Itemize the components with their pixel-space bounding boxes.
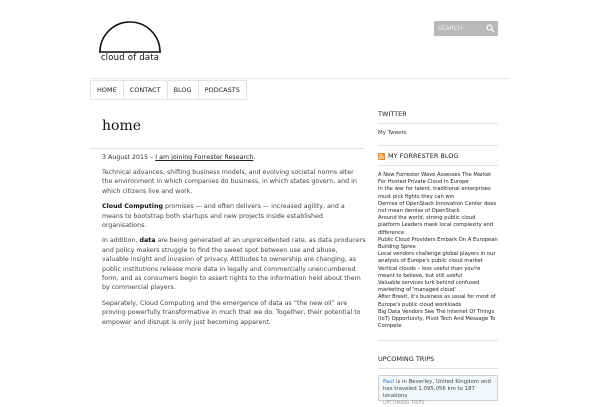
post-link-suffix: . xyxy=(253,154,256,161)
post-link[interactable]: I am joining Forrester Research xyxy=(155,154,254,161)
cloud-logo-icon xyxy=(98,18,162,54)
blog-item[interactable]: Valuable services lurk behind confused marketing of 'managed cloud' xyxy=(378,280,480,294)
blog-item[interactable]: After Brexit, it's business as usual for most of Europe's public cloud workloads xyxy=(378,294,496,308)
search-input[interactable] xyxy=(434,21,484,36)
trip-text: is in Beverley, United Kingdom and has traveled 1,095,056 km to 187 locations xyxy=(383,379,491,400)
site-logo[interactable] xyxy=(98,18,162,66)
data-bold: data xyxy=(139,237,156,245)
sidebar-divider xyxy=(378,145,498,146)
sidebar xyxy=(378,110,498,407)
trip-traveler-link[interactable]: Paul xyxy=(383,379,395,386)
nav-item-contact[interactable]: CONTACT xyxy=(124,81,168,99)
main-content xyxy=(90,106,366,326)
search-box xyxy=(434,21,498,36)
blog-item[interactable]: Local vendors challenge global players in our analysis of Europe's public cloud market xyxy=(378,251,496,265)
blog-heading xyxy=(378,152,498,160)
paragraph-2-text: promises — and often delivers — increased agility, and a means to bootstrap both startups and new projects inside established organisations. xyxy=(102,203,345,230)
rss-icon[interactable] xyxy=(378,153,385,160)
trip-widget xyxy=(378,375,498,407)
nav-item-blog[interactable]: BLOG xyxy=(168,81,199,99)
blog-item[interactable]: A New Forrester Wave Assesses The Market For Hosted Private Cloud In Europe xyxy=(378,172,492,186)
nav-item-home[interactable]: HOME xyxy=(90,81,124,99)
title-divider xyxy=(90,148,364,149)
post-meta xyxy=(102,154,255,161)
twitter-heading: TWITTER xyxy=(378,110,407,118)
sidebar-divider xyxy=(378,123,498,124)
paragraph-3-start: In addition, xyxy=(102,237,140,245)
sidebar-divider xyxy=(378,165,498,166)
sidebar-divider xyxy=(378,340,498,341)
blog-heading-label: MY FORRESTER BLOG xyxy=(388,152,459,160)
paragraph-4: Separately, Cloud Computing and the emergence of data as “the new oil” are proving powerfully transformative in much that we do. Together, their potential to empower and disrupt is only just becoming apparent. xyxy=(102,299,361,326)
paragraph-3 xyxy=(102,236,366,292)
blog-item[interactable]: Public Cloud Providers Embark On A European Building Spree xyxy=(378,236,498,251)
blog-item[interactable]: Vertical clouds – less useful than you're meant to believe, but still useful xyxy=(378,265,481,279)
paragraph-2 xyxy=(102,202,366,230)
blog-item[interactable]: Around the world, strong public cloud platform Leaders mask local complexity and difference xyxy=(378,215,494,236)
search-icon[interactable] xyxy=(486,24,495,33)
trips-heading: UPCOMING TRIPS xyxy=(378,355,435,364)
trip-footer[interactable]: UPCOMING TRIPS xyxy=(383,401,425,407)
blog-item[interactable]: Demise of OpenStack Innovation Center does not mean demise of OpenStack xyxy=(378,200,497,215)
page-title: home xyxy=(102,118,142,134)
blog-item[interactable]: In the war for talent, traditional enterprises must pick fights they can win xyxy=(378,186,491,200)
sidebar-divider xyxy=(378,368,498,369)
my-tweets-link[interactable]: My Tweets xyxy=(378,130,407,136)
paragraph-3-text: are being generated at an unprecedented rate, as data producers and policy makers struggle to find the sweet spot between use and abuse, valuable insight and invasion of privacy. Attitudes to ownership are changing, as public institutions release more data in legally and commercially unencumbered form, and as consumers begin to assert rights to the information held about them by commercial players. xyxy=(102,237,366,292)
logo-text: cloud of data xyxy=(100,53,160,63)
cloud-computing-bold: Cloud Computing xyxy=(102,203,163,211)
header-divider xyxy=(90,78,510,79)
post-date: 3 August 2015 – xyxy=(102,154,154,161)
paragraph-1: Technical advances, shifting business models, and evolving societal norms alter the environment in which companies do business, in which states govern, and in which citizens live and work. xyxy=(102,169,357,195)
main-nav xyxy=(90,80,247,100)
blog-list xyxy=(378,172,498,330)
post-body xyxy=(102,168,366,333)
blog-item[interactable]: Big Data Vendors See The Internet Of Things (IoT) Opportunity, Pivot Tech And Message To Compete xyxy=(378,308,496,330)
nav-item-podcasts[interactable]: PODCASTS xyxy=(199,81,247,99)
